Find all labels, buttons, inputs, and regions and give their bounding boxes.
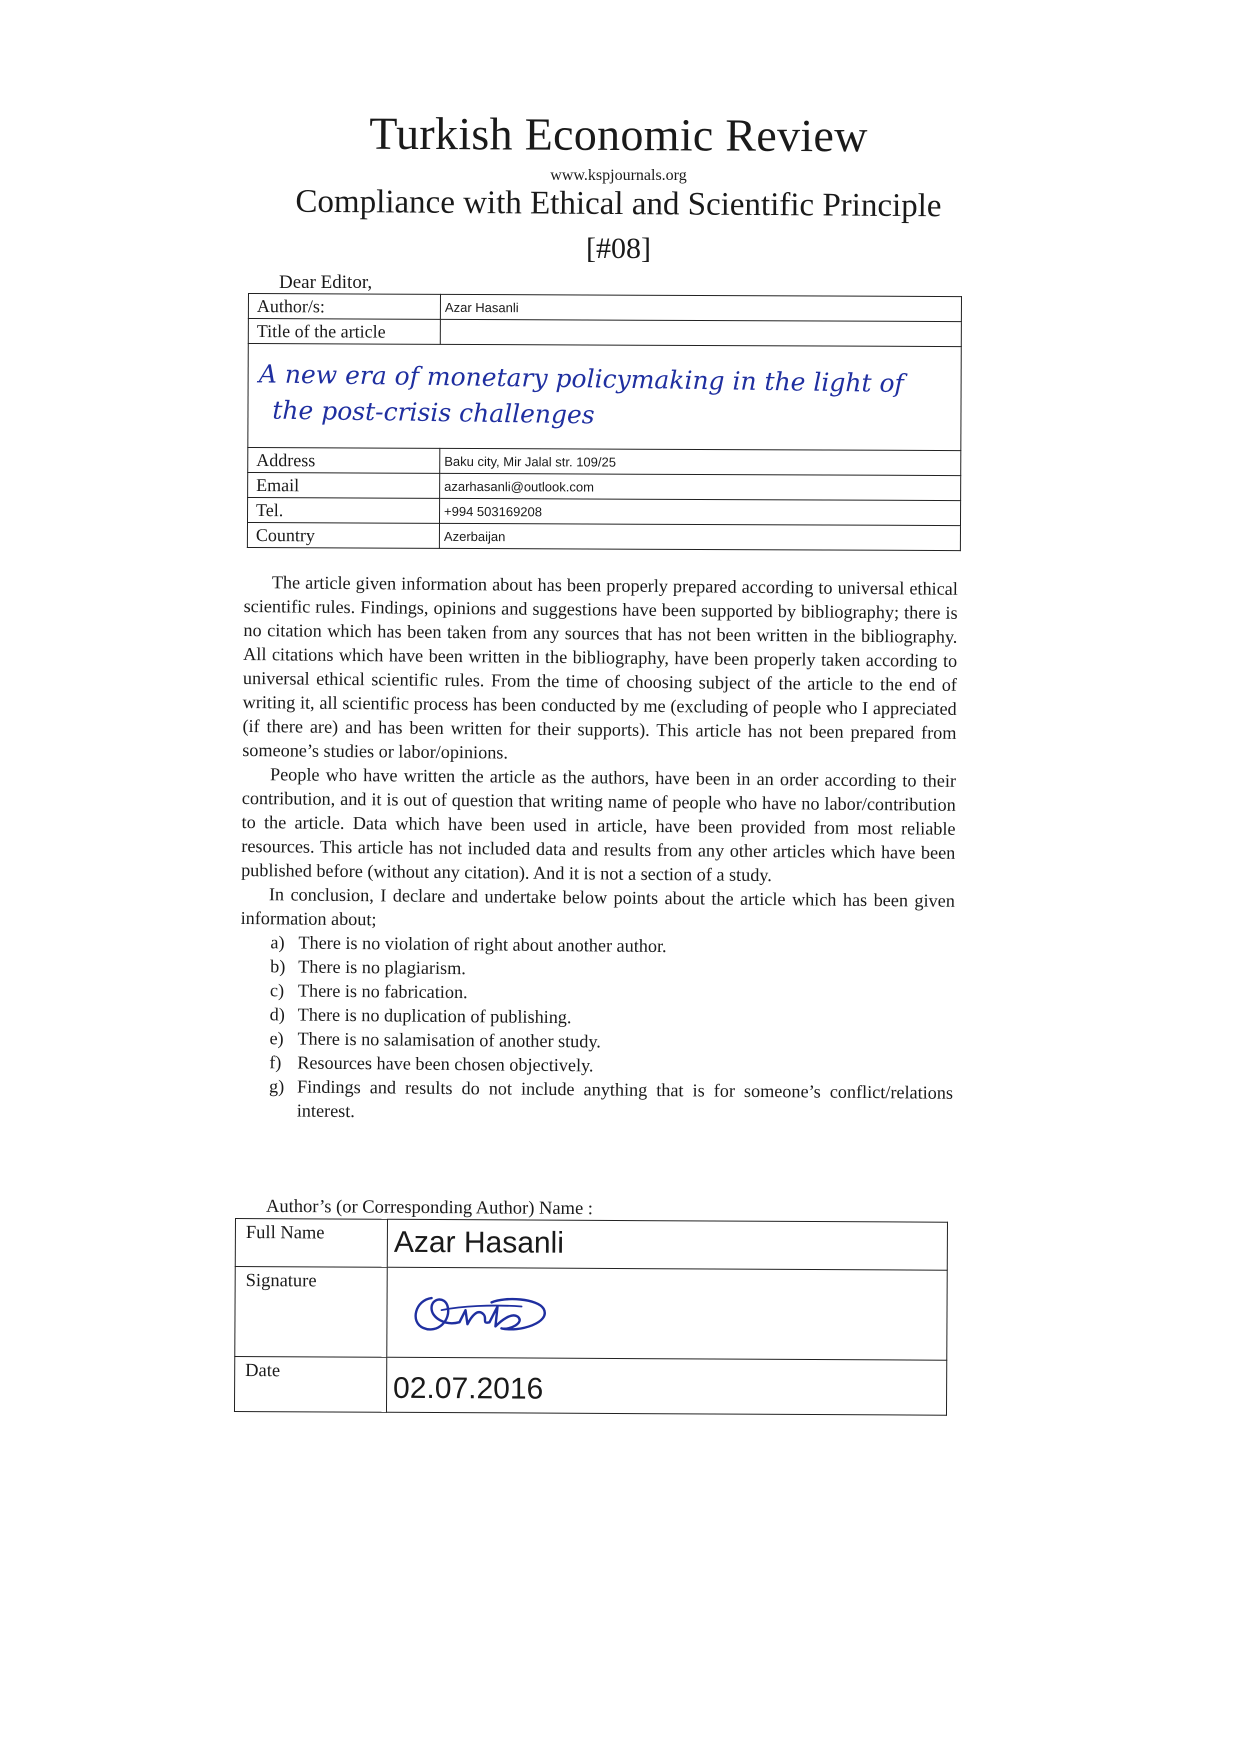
signature-label: Signature <box>235 1267 387 1358</box>
point-text: There is no duplication of publishing. <box>297 1004 572 1028</box>
document-number: [#08] <box>586 232 651 265</box>
point-text: Findings and results do not include anything that is for someone’s conflict/relations interest. <box>296 1076 954 1122</box>
declaration-paragraph-2: People who have written the article as the authors, have been in an order according to their contribution, and it is out of question that writing name of people who have no labor/contribution to the article. Data which have been used in article, have been provided from most reliable resources. This article has not included data and results from any other articles which have been published before (without any citation). And it is not a section of a study. <box>241 764 957 886</box>
address-value: Baku city, Mir Jalal str. 109/25 <box>440 448 961 475</box>
date-value: 02.07.2016 <box>386 1357 946 1415</box>
handwritten-title-line-2: the post-crisis challenges <box>272 395 595 429</box>
title-row <box>248 319 961 347</box>
point-text: There is no plagiarism. <box>298 956 466 979</box>
signature-row <box>235 1267 947 1361</box>
declaration-point <box>269 1074 953 1129</box>
date-row <box>234 1357 946 1416</box>
address-label: Address <box>248 448 440 474</box>
point-marker: g) <box>268 1076 285 1097</box>
email-label: Email <box>248 473 440 499</box>
document-title: Compliance with Ethical and Scientific Principle <box>295 183 942 225</box>
point-text: There is no salamisation of another study. <box>297 1028 601 1052</box>
authors-row <box>248 294 961 322</box>
email-row <box>248 473 961 501</box>
country-label: Country <box>247 523 439 549</box>
handwritten-article-title <box>258 356 951 438</box>
point-marker: b) <box>270 956 286 977</box>
declaration-body <box>239 570 958 1129</box>
handwritten-title-row <box>248 344 961 451</box>
point-marker: d) <box>269 1004 285 1025</box>
date-label: Date <box>234 1357 386 1413</box>
handwritten-title-line-1: A new era of monetary policymaking in the light of <box>258 358 905 398</box>
tel-label: Tel. <box>247 498 439 524</box>
point-marker: f) <box>269 1052 282 1073</box>
point-text: There is no violation of right about another author. <box>298 932 667 957</box>
declaration-paragraph-3: In conclusion, I declare and undertake below points about the article which has been given information about; <box>240 884 955 930</box>
full-name-value: Azar Hasanli <box>387 1219 947 1270</box>
point-text: Resources have been chosen objectively. <box>297 1052 594 1076</box>
email-value: azarhasanli@outlook.com <box>440 473 961 500</box>
journal-website: www.kspjournals.org <box>550 167 687 184</box>
point-marker: e) <box>269 1028 284 1049</box>
salutation: Dear Editor, <box>279 272 373 293</box>
handwritten-signature <box>401 1276 561 1347</box>
authors-value: Azar Hasanli <box>440 294 961 321</box>
authors-label: Author/s: <box>248 294 440 320</box>
title-label: Title of the article <box>248 319 440 345</box>
country-value: Azerbaijan <box>439 523 960 550</box>
title-value-empty <box>440 319 961 346</box>
article-info-table <box>247 293 962 551</box>
point-marker: a) <box>270 932 285 953</box>
full-name-label: Full Name <box>235 1219 387 1268</box>
tel-row <box>247 498 960 526</box>
full-name-row <box>235 1219 947 1271</box>
handwritten-title-cell <box>248 344 961 451</box>
address-row <box>248 448 961 476</box>
author-signature-table <box>234 1218 948 1416</box>
point-marker: c) <box>269 980 285 1001</box>
tel-value: +994 503169208 <box>439 498 960 525</box>
journal-title: Turkish Economic Review <box>369 107 868 162</box>
country-row <box>247 523 960 551</box>
declaration-points-list <box>269 930 955 1129</box>
point-text: There is no fabrication. <box>297 980 468 1003</box>
signature-cell <box>387 1267 947 1360</box>
declaration-paragraph-1: The article given information about has been properly prepared according to universal ethical scientific rules. Findings, opinions and suggestions have been supported by bibliography; there is no citation which has been taken from any sources that has not been written in the bibliography. All citations which have been written in the bibliography, have been properly taken according to universal ethical scientific rules. From the time of choosing subject of the article to the end of writing it, all scientific process has been conducted by me (excluding of people who I appreciated (if there are) and has been written for their supports). This article has not been prepared from someone’s studies or labor/opinions. <box>242 572 958 763</box>
author-section-heading: Author’s (or Corresponding Author) Name : <box>265 1196 594 1220</box>
